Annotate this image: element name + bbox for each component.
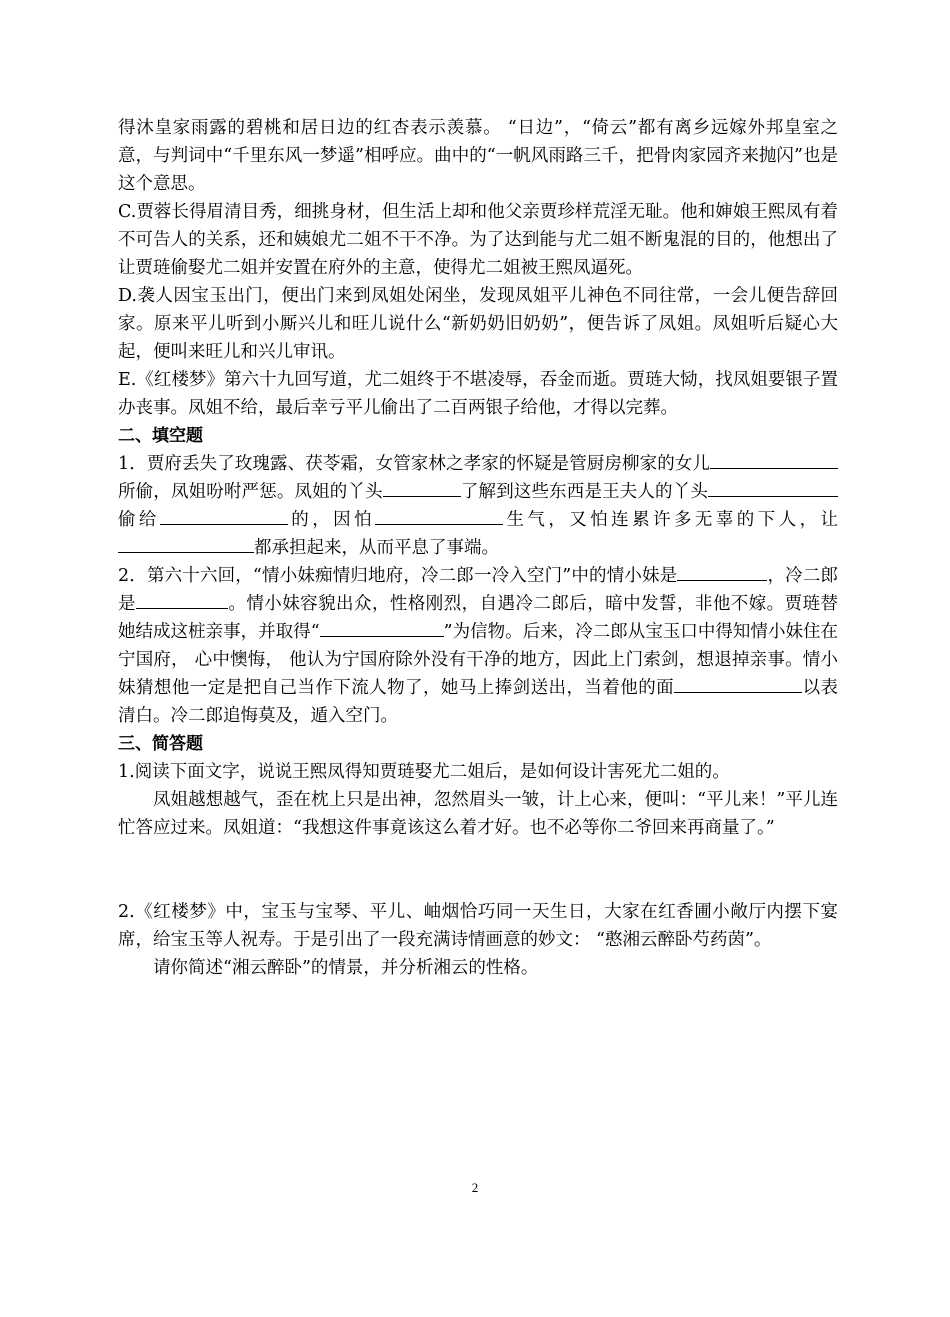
fill1-text-a: 1．贾府丢失了玫瑰露、茯苓霜，女管家林之孝家的怀疑是管厨房柳家的女儿	[118, 454, 710, 474]
short-question-1-quote: 凤姐越想越气，歪在枕上只是出神，忽然眉头一皱，计上心来，便叫：“平儿来！”平儿连忙答应过来。凤姐道：“我想这件事竟该这么着才好。也不必等你二爷回来再商量了。”	[118, 790, 838, 838]
fill1-blank-2[interactable]	[383, 478, 461, 497]
fill1-text-g: 都承担起来，从而平息了事端。	[254, 538, 499, 558]
fill1-blank-3[interactable]	[708, 478, 838, 497]
answer-space	[118, 842, 838, 898]
section-heading-fill: 二、填空题	[118, 426, 203, 446]
short-question-2: 2.《红楼梦》中，宝玉与宝琴、平儿、岫烟恰巧同一天生日，大家在红香圃小敞厅内摆下宴席，给宝玉等人祝寿。于是引出了一段充满诗情画意的妙文： “憨湘云醉卧芍药茵”。	[118, 902, 838, 950]
page-number: 2	[471, 1180, 479, 1195]
fill2-text-c: 。情小妹容貌出众，性格刚烈，自遇冷二郎后，暗中发誓，非他不嫁。贾琏替她结成这桩亲事，并取得“	[118, 594, 839, 642]
fill2-blank-1[interactable]	[677, 562, 767, 581]
option-e: E.《红楼梦》第六十九回写道，尤二姐终于不堪凌辱，吞金而逝。贾琏大恸，找凤姐要银子置办丧事。凤姐不给，最后幸亏平儿偷出了二百两银子给他，才得以完葬。	[118, 370, 838, 418]
document-body	[118, 114, 838, 982]
fill1-text-e: 的，因怕	[287, 510, 376, 530]
fill2-blank-3[interactable]	[320, 618, 444, 637]
section-heading-short: 三、简答题	[118, 734, 203, 754]
short-question-2-ask: 请你简述“湘云醉卧”的情景，并分析湘云的性格。	[153, 958, 539, 978]
fill1-text-b: 所偷，凤姐吩咐严惩。凤姐的丫头	[118, 482, 383, 502]
fill1-blank-1[interactable]	[710, 450, 838, 469]
fill1-text-d: 偷给	[118, 510, 160, 530]
fill1-blank-4[interactable]	[160, 506, 288, 525]
fill1-text-f: 生气，又怕连累许多无辜的下人，让	[503, 510, 839, 530]
option-c: C.贾蓉长得眉清目秀，细挑身材，但生活上却和他父亲贾珍样荒淫无耻。他和婶娘王熙凤有着不可告人的关系，还和姨娘尤二姐不干不净。为了达到能与尤二姐不断鬼混的目的，他想出了让贾琏偷娶尤二姐并安置在府外的主意，使得尤二姐被王熙凤逼死。	[118, 202, 838, 278]
fill2-text-a: 2．第六十六回，“情小妹痴情归地府，冷二郎一冷入空门”中的情小妹是	[118, 566, 678, 586]
fill2-text-b: ，冷二郎是	[118, 566, 839, 614]
fill2-blank-2[interactable]	[136, 590, 228, 609]
fill1-text-c: 了解到这些东西是王夫人的丫头	[460, 482, 708, 502]
fill2-text-e: 以表清白。冷二郎追悔莫及，遁入空门。	[118, 678, 839, 726]
short-question-1: 1.阅读下面文字，说说王熙凤得知贾琏娶尤二姐后，是如何设计害死尤二姐的。	[118, 762, 730, 782]
fill-question-1	[118, 450, 838, 562]
option-d: D.袭人因宝玉出门，便出门来到凤姐处闲坐，发现凤姐平儿神色不同往常，一会儿便告辞回家。原来平儿听到小厮兴儿和旺儿说什么“新奶奶旧奶奶”，便告诉了凤姐。凤姐听后疑心大起，便叫来旺儿和兴儿审讯。	[118, 286, 838, 362]
fill2-blank-4[interactable]	[674, 674, 802, 693]
fill2-text-d: ”为信物。后来，冷二郎从宝玉口中得知情小妹住在宁国府， 心中懊悔， 他认为宁国府除外没有干净的地方，因此上门索剑，想退掉亲事。情小妹猜想他一定是把自己当作下流人物了，她马上捧剑送出，当着他的面	[118, 622, 838, 698]
fill1-blank-6[interactable]	[118, 534, 254, 553]
fill1-blank-5[interactable]	[375, 506, 503, 525]
paragraph-continued: 得沐皇家雨露的碧桃和居日边的红杏表示羡慕。 “日边”，“倚云”都有离乡远嫁外邦皇室之意，与判词中“千里东风一梦遥”相呼应。曲中的“一帆风雨路三千，把骨肉家园齐来抛闪”也是这个意思。	[118, 118, 838, 194]
fill-question-2	[118, 562, 838, 730]
